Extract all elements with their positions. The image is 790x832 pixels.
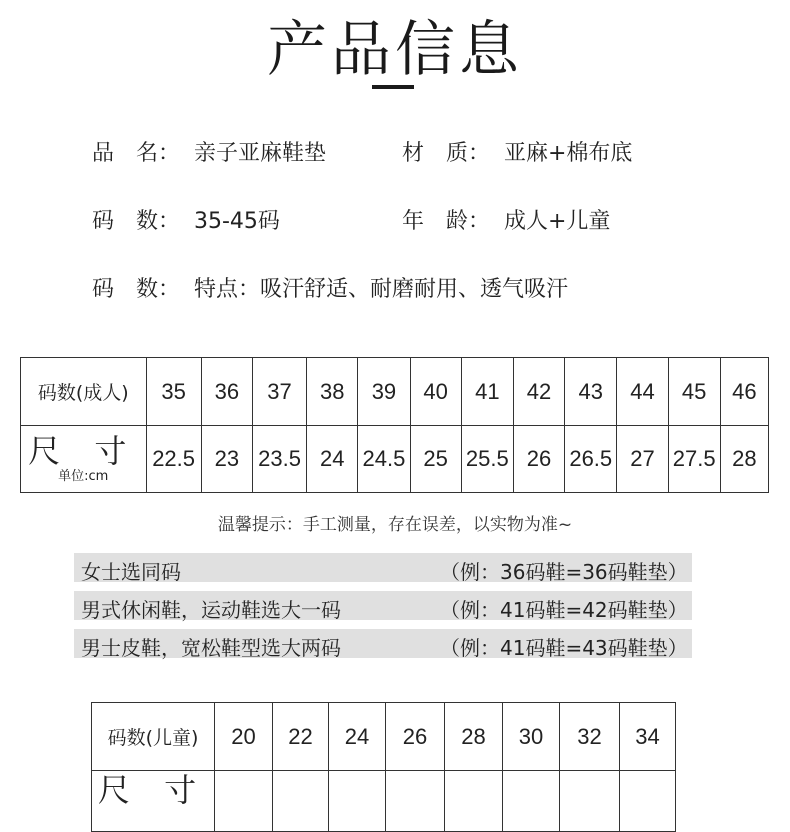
kid-length-cell [273, 771, 329, 832]
adult-length-cell: 23 [201, 426, 252, 493]
adult-size-cell: 42 [513, 358, 564, 426]
info-material-value: 亚麻+棉布底 [504, 141, 633, 166]
info-age-label: 年 龄： [402, 209, 491, 234]
info-features [92, 272, 568, 303]
kid-length-cell [329, 771, 386, 832]
kid-size-cell: 26 [386, 703, 445, 771]
adult-length-cell: 28 [720, 426, 768, 493]
adult-size-cell: 41 [461, 358, 513, 426]
kid-size-cell: 20 [215, 703, 273, 771]
adult-header-cell: 码数(成人) [21, 358, 147, 426]
unit-label: 单位:cm [58, 469, 109, 484]
kid-length-cell [386, 771, 445, 832]
adult-length-cell: 25 [410, 426, 461, 493]
kid-size-table [91, 702, 676, 832]
info-age-value: 成人+儿童 [504, 209, 611, 234]
rule-example: （例：41码鞋=43码鞋垫） [440, 636, 688, 660]
adult-length-cell: 26 [513, 426, 564, 493]
adult-length-cell: 22.5 [146, 426, 201, 493]
info-size-value: 35-45码 [194, 209, 280, 234]
kid-size-cell: 30 [503, 703, 560, 771]
rule-row-1 [74, 553, 692, 582]
kid-size-cell: 28 [445, 703, 503, 771]
info-size [92, 204, 280, 235]
rule-text: 女士选同码 [81, 560, 181, 584]
adult-length-cell: 24 [307, 426, 358, 493]
adult-length-cell: 24.5 [358, 426, 410, 493]
kid-length-label-cell [92, 771, 215, 832]
adult-length-cell: 26.5 [565, 426, 617, 493]
info-material [402, 136, 632, 167]
kid-size-cell: 32 [560, 703, 620, 771]
kid-length-cell [215, 771, 273, 832]
rule-row-2 [74, 591, 692, 620]
adult-size-cell: 43 [565, 358, 617, 426]
kid-header-cell: 码数(儿童) [92, 703, 215, 771]
kid-size-cell: 24 [329, 703, 386, 771]
title-underline [372, 85, 414, 89]
info-features-value: 特点：吸汗舒适、耐磨耐用、透气吸汗 [194, 277, 569, 302]
info-name [92, 136, 326, 167]
length-label: 尺 寸 [28, 432, 139, 470]
kid-length-cell [445, 771, 503, 832]
adult-size-cell: 39 [358, 358, 410, 426]
adult-length-cell: 23.5 [252, 426, 306, 493]
info-age [402, 204, 610, 235]
rule-text: 男式休闲鞋，运动鞋选大一码 [81, 598, 341, 622]
adult-size-cell: 36 [201, 358, 252, 426]
rule-text: 男士皮鞋，宽松鞋型选大两码 [81, 636, 341, 660]
page-title: 产品信息 [267, 15, 523, 85]
length-label: 尺 寸 [97, 771, 209, 809]
adult-length-cell: 27.5 [668, 426, 720, 493]
kid-length-cell [620, 771, 676, 832]
adult-size-cell: 35 [146, 358, 201, 426]
adult-size-cell: 38 [307, 358, 358, 426]
measurement-tip: 温馨提示：手工测量，存在误差，以实物为准~ [217, 515, 573, 535]
adult-size-cell: 45 [668, 358, 720, 426]
info-name-label: 品 名： [92, 141, 181, 166]
rule-row-3 [74, 629, 692, 658]
info-features-label: 码 数： [92, 277, 181, 302]
kid-size-cell: 34 [620, 703, 676, 771]
adult-length-cell: 27 [617, 426, 668, 493]
rule-example: （例：41码鞋=42码鞋垫） [440, 598, 688, 622]
kid-size-cell: 22 [273, 703, 329, 771]
adult-length-cell: 25.5 [461, 426, 513, 493]
adult-size-cell: 40 [410, 358, 461, 426]
adult-size-cell: 44 [617, 358, 668, 426]
info-name-value: 亲子亚麻鞋垫 [194, 141, 327, 166]
kid-length-cell [503, 771, 560, 832]
rule-example: （例：36码鞋=36码鞋垫） [440, 560, 688, 584]
info-size-label: 码 数： [92, 209, 181, 234]
info-material-label: 材 质： [402, 141, 491, 166]
adult-size-cell: 37 [252, 358, 306, 426]
adult-size-table [20, 357, 769, 493]
adult-length-label-cell [21, 426, 147, 493]
adult-size-cell: 46 [720, 358, 768, 426]
kid-length-cell [560, 771, 620, 832]
